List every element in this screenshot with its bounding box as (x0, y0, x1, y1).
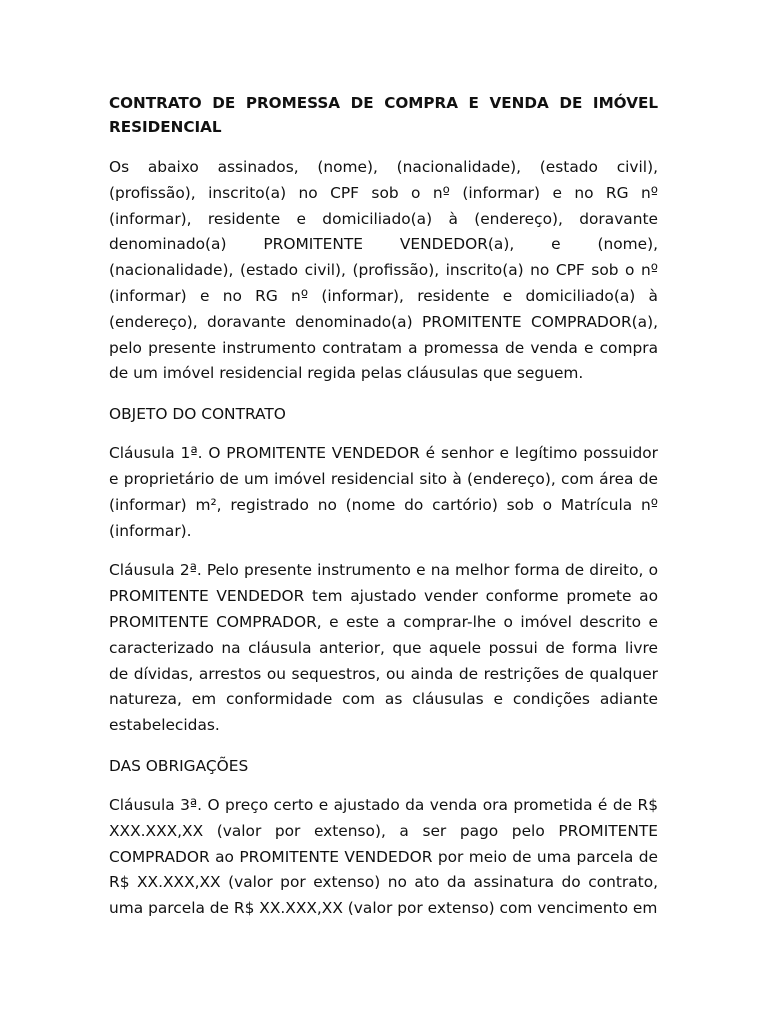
document-title: CONTRATO DE PROMESSA DE COMPRA E VENDA DE IMÓVEL RESIDENCIAL (109, 94, 658, 136)
section-heading-obrigacoes: DAS OBRIGAÇÕES (109, 756, 249, 775)
document-page (109, 91, 658, 936)
intro-paragraph: Os abaixo assinados, (nome), (nacionalidade), (estado civil), (profissão), inscrito(a) no CPF sob o nº (informar) e no RG nº (informar), residente e domiciliado(a) à (endereço), doravante denominado(a) PROMITENTE VENDEDOR(a), e (nome), (nacionalidade), (estado civil), (profissão), inscrito(a) no CPF sob o nº (informar) e no RG nº (informar), residente e domiciliado(a) à (endereço), doravante denominado(a) PROMITENTE COMPRADOR(a), pelo presente instrumento contratam a promessa de venda e compra de um imóvel residencial regida pelas cláusulas que seguem. (109, 158, 658, 383)
clausula-1: Cláusula 1ª. O PROMITENTE VENDEDOR é senhor e legítimo possuidor e proprietário de um imóvel residencial sito à (endereço), com área de (informar) m², registrado no (nome do cartório) sob o Matrícula nº (informar). (109, 444, 658, 540)
section-heading-objeto: OBJETO DO CONTRATO (109, 405, 286, 424)
clausula-2: Cláusula 2ª. Pelo presente instrumento e na melhor forma de direito, o PROMITENTE VENDEDOR tem ajustado vender conforme promete ao PROMITENTE COMPRADOR, e este a comprar-lhe o imóvel descrito e caracterizado na cláusula anterior, que aquele possui de forma livre de dívidas, arrestos ou sequestros, ou ainda de restrições de qualquer natureza, em conformidade com as cláusulas e condições adiante estabelecidas. (109, 561, 658, 735)
clausula-3: Cláusula 3ª. O preço certo e ajustado da venda ora prometida é de R$ XXX.XXX,XX (valor por extenso), a ser pago pelo PROMITENTE COMPRADOR ao PROMITENTE VENDEDOR por meio de uma parcela de R$ XX.XXX,XX (valor por extenso) no ato da assinatura do contrato, uma parcela de R$ XX.XXX,XX (valor por extenso) com vencimento em (109, 795, 658, 918)
